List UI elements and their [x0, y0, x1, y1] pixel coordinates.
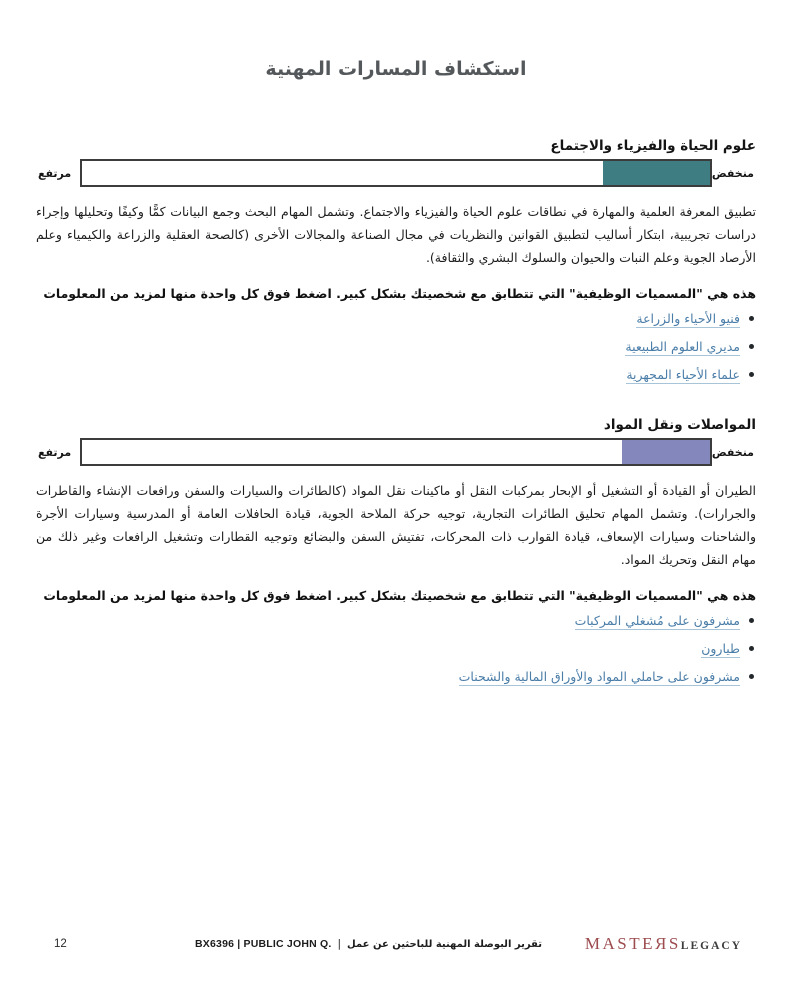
- job-title-link[interactable]: مشرفون على مُشغلي المركبات: [574, 613, 740, 628]
- bullet-icon: [749, 372, 754, 377]
- score-bar-track: [80, 159, 712, 187]
- page-footer: [36, 934, 756, 954]
- score-bar-row: [36, 438, 756, 466]
- list-item: [36, 640, 756, 657]
- bullet-icon: [749, 674, 754, 679]
- section-description: الطيران أو القيادة أو التشغيل أو الإبحار بمركبات النقل أو ماكينات نقل المواد (كالطائرات والسيارات والسفن ورافعات الإنشاء والقاطرات والجرارات). وتشمل المهام تحليق الطائرات التجارية، توجيه حركة الملاحة الجوية، قيادة الحافلات العامة أو المدرسية وسيارات الأجرة والشاحنات وسيارات الإسعاف، قيادة القوارب ذات المحركات، تفتيش السفن والبضائع وتوجيه القطارات وتشغيل الرافعات وغير ذلك من مهام النقل وتحريك المواد.: [36, 483, 756, 567]
- score-bar-row: [36, 159, 756, 187]
- section-title: المواصلات ونقل المواد: [603, 417, 756, 433]
- bullet-icon: [749, 618, 754, 623]
- job-title-link[interactable]: مشرفون على حاملي المواد والأوراق المالية والشحنات: [458, 669, 740, 684]
- bar-label-high: مرتفع: [38, 445, 72, 459]
- brand-logo-secondary: LEGACY: [680, 940, 742, 952]
- section-title: علوم الحياة والفيزياء والاجتماع: [550, 138, 756, 154]
- page-title: استكشاف المسارات المهنية: [265, 58, 527, 80]
- list-item: [36, 366, 756, 383]
- list-item: [36, 668, 756, 685]
- score-bar-fill: [622, 440, 710, 464]
- job-title-link[interactable]: مديري العلوم الطبيعية: [625, 339, 740, 354]
- brand-logo: [581, 934, 756, 954]
- job-title-list: [36, 612, 756, 685]
- job-title-link[interactable]: علماء الأحياء المجهرية: [626, 367, 740, 382]
- job-titles-heading: هذه هي "المسميات الوظيفية" التي تتطابق مع شخصيتك بشكل كبير. اضغط فوق كل واحدة منها لمزيد من المعلومات: [43, 286, 756, 301]
- career-section-transportation: [36, 417, 756, 685]
- page-number: 12: [54, 938, 67, 950]
- section-description: تطبيق المعرفة العلمية والمهارة في نطاقات علوم الحياة والفيزياء والاجتماع. وتشمل المهام البحث وجمع البيانات كمًّا وكيفًا وتحليلها وإجراء دراسات تجريبية، ابتكار أساليب لتطبيق القوانين والنظريات في مجال الصناعة والمجالات الأخرى (كالصحة العقلية والزراعة والكيمياء وعلم الأرصاد الجوية وعلم النبات والحيوان والسلوك البشري والثقافة).: [36, 204, 756, 265]
- career-section-sciences: [36, 138, 756, 383]
- footer-separator: |: [337, 938, 342, 950]
- job-title-link[interactable]: فنيو الأحياء والزراعة: [636, 311, 740, 326]
- score-bar-track: [80, 438, 712, 466]
- footer-report-id: BX6396 | PUBLIC JOHN Q.: [195, 938, 332, 950]
- score-bar-fill: [603, 161, 710, 185]
- list-item: [36, 338, 756, 355]
- footer-report-title: تقرير البوصلة المهنية للباحثين عن عمل: [347, 938, 542, 950]
- job-title-link[interactable]: طيارون: [701, 641, 740, 656]
- bar-label-low: منخفض: [711, 166, 754, 180]
- bullet-icon: [749, 316, 754, 321]
- bullet-icon: [749, 344, 754, 349]
- bullet-icon: [749, 646, 754, 651]
- list-item: [36, 310, 756, 327]
- bar-label-low: منخفض: [711, 445, 754, 459]
- brand-logo-primary: MASTEЯS: [584, 934, 681, 953]
- list-item: [36, 612, 756, 629]
- bar-label-high: مرتفع: [38, 166, 72, 180]
- job-titles-heading: هذه هي "المسميات الوظيفية" التي تتطابق مع شخصيتك بشكل كبير. اضغط فوق كل واحدة منها لمزيد من المعلومات: [43, 588, 756, 603]
- job-title-list: [36, 310, 756, 383]
- footer-report-line: [195, 938, 542, 950]
